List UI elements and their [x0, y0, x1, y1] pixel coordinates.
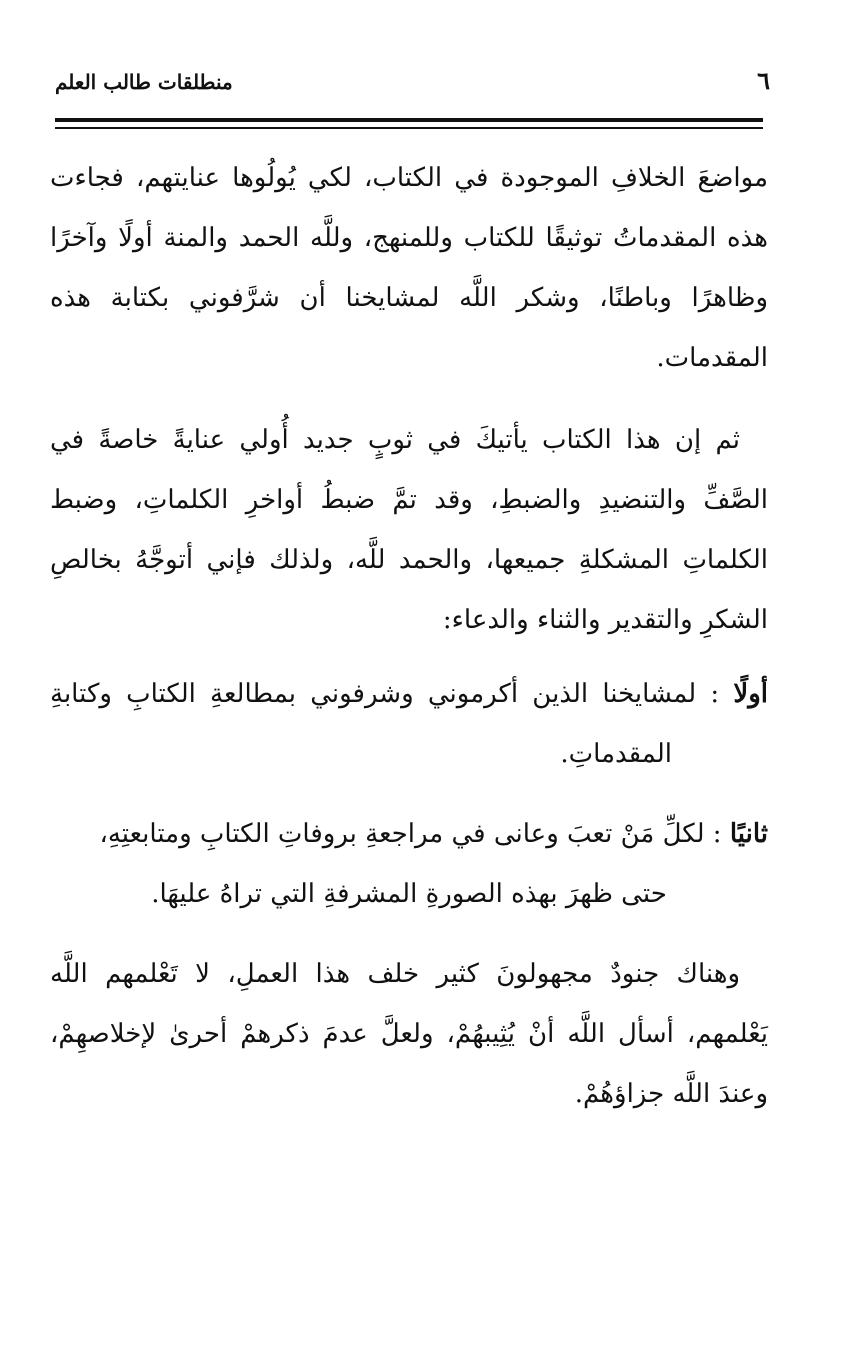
list-item-2-continuation: حتى ظهرَ بهذه الصورةِ المشرفةِ التي تراهُ عليهَا. [151, 879, 667, 909]
list-item-2 [50, 804, 768, 924]
list-item-1-text: : لمشايخنا الذين أكرموني وشرفوني بمطالعةِ الكتابِ وكتابةِ المقدماتِ. [50, 679, 720, 769]
paragraph-1: مواضعَ الخلافِ الموجودة في الكتاب، لكي يُولُوها عنايتهم، فجاءت هذه المقدماتُ توثيقًا للكتاب وللمنهج، وللَّه الحمد والمنة أولًا وآخرًا وظاهرًا وباطنًا، وشكر اللَّه لمشايخنا أن شرَّفوني بكتابة هذه المقدمات. [50, 163, 768, 373]
header-rule-thin [55, 127, 763, 129]
paragraph-2: ثم إن هذا الكتاب يأتيكَ في ثوبٍ جديد أُولي عنايةً خاصةً في الصَّفِّ والتنضيدِ والضبطِ، وقد تمَّ ضبطُ أواخرِ الكلماتِ، وضبط الكلماتِ المشكلةِ جميعها، والحمد للَّه، ولذلك فإني أتوجَّهُ بخالصِ الشكرِ والتقدير والثناء والدعاء: [50, 425, 768, 635]
page-number: ٦ [757, 66, 770, 95]
list-item-1-label: أولًا [733, 679, 768, 709]
list-item-2-label: ثانيًا [729, 819, 768, 849]
paragraph-3: وهناك جنودٌ مجهولونَ كثير خلف هذا العملِ، لا تَعْلمهم اللَّه يَعْلمهم، أسأل اللَّه أنْ يُثِيبهُمْ، ولعلَّ عدمَ ذكرهمْ أحرىٰ لإخلاصهِمْ، وعندَ اللَّه جزاؤهُمْ. [50, 959, 768, 1109]
body-text [50, 148, 768, 1124]
list-item-1 [50, 664, 768, 784]
running-title: منطلقات طالب العلم [55, 70, 233, 94]
header-rule-thick [55, 118, 763, 122]
page-header [55, 62, 770, 102]
list-item-2-text: : لكلِّ مَنْ تعبَ وعانى في مراجعةِ بروفاتِ الكتابِ ومتابعتِهِ، [99, 819, 722, 849]
